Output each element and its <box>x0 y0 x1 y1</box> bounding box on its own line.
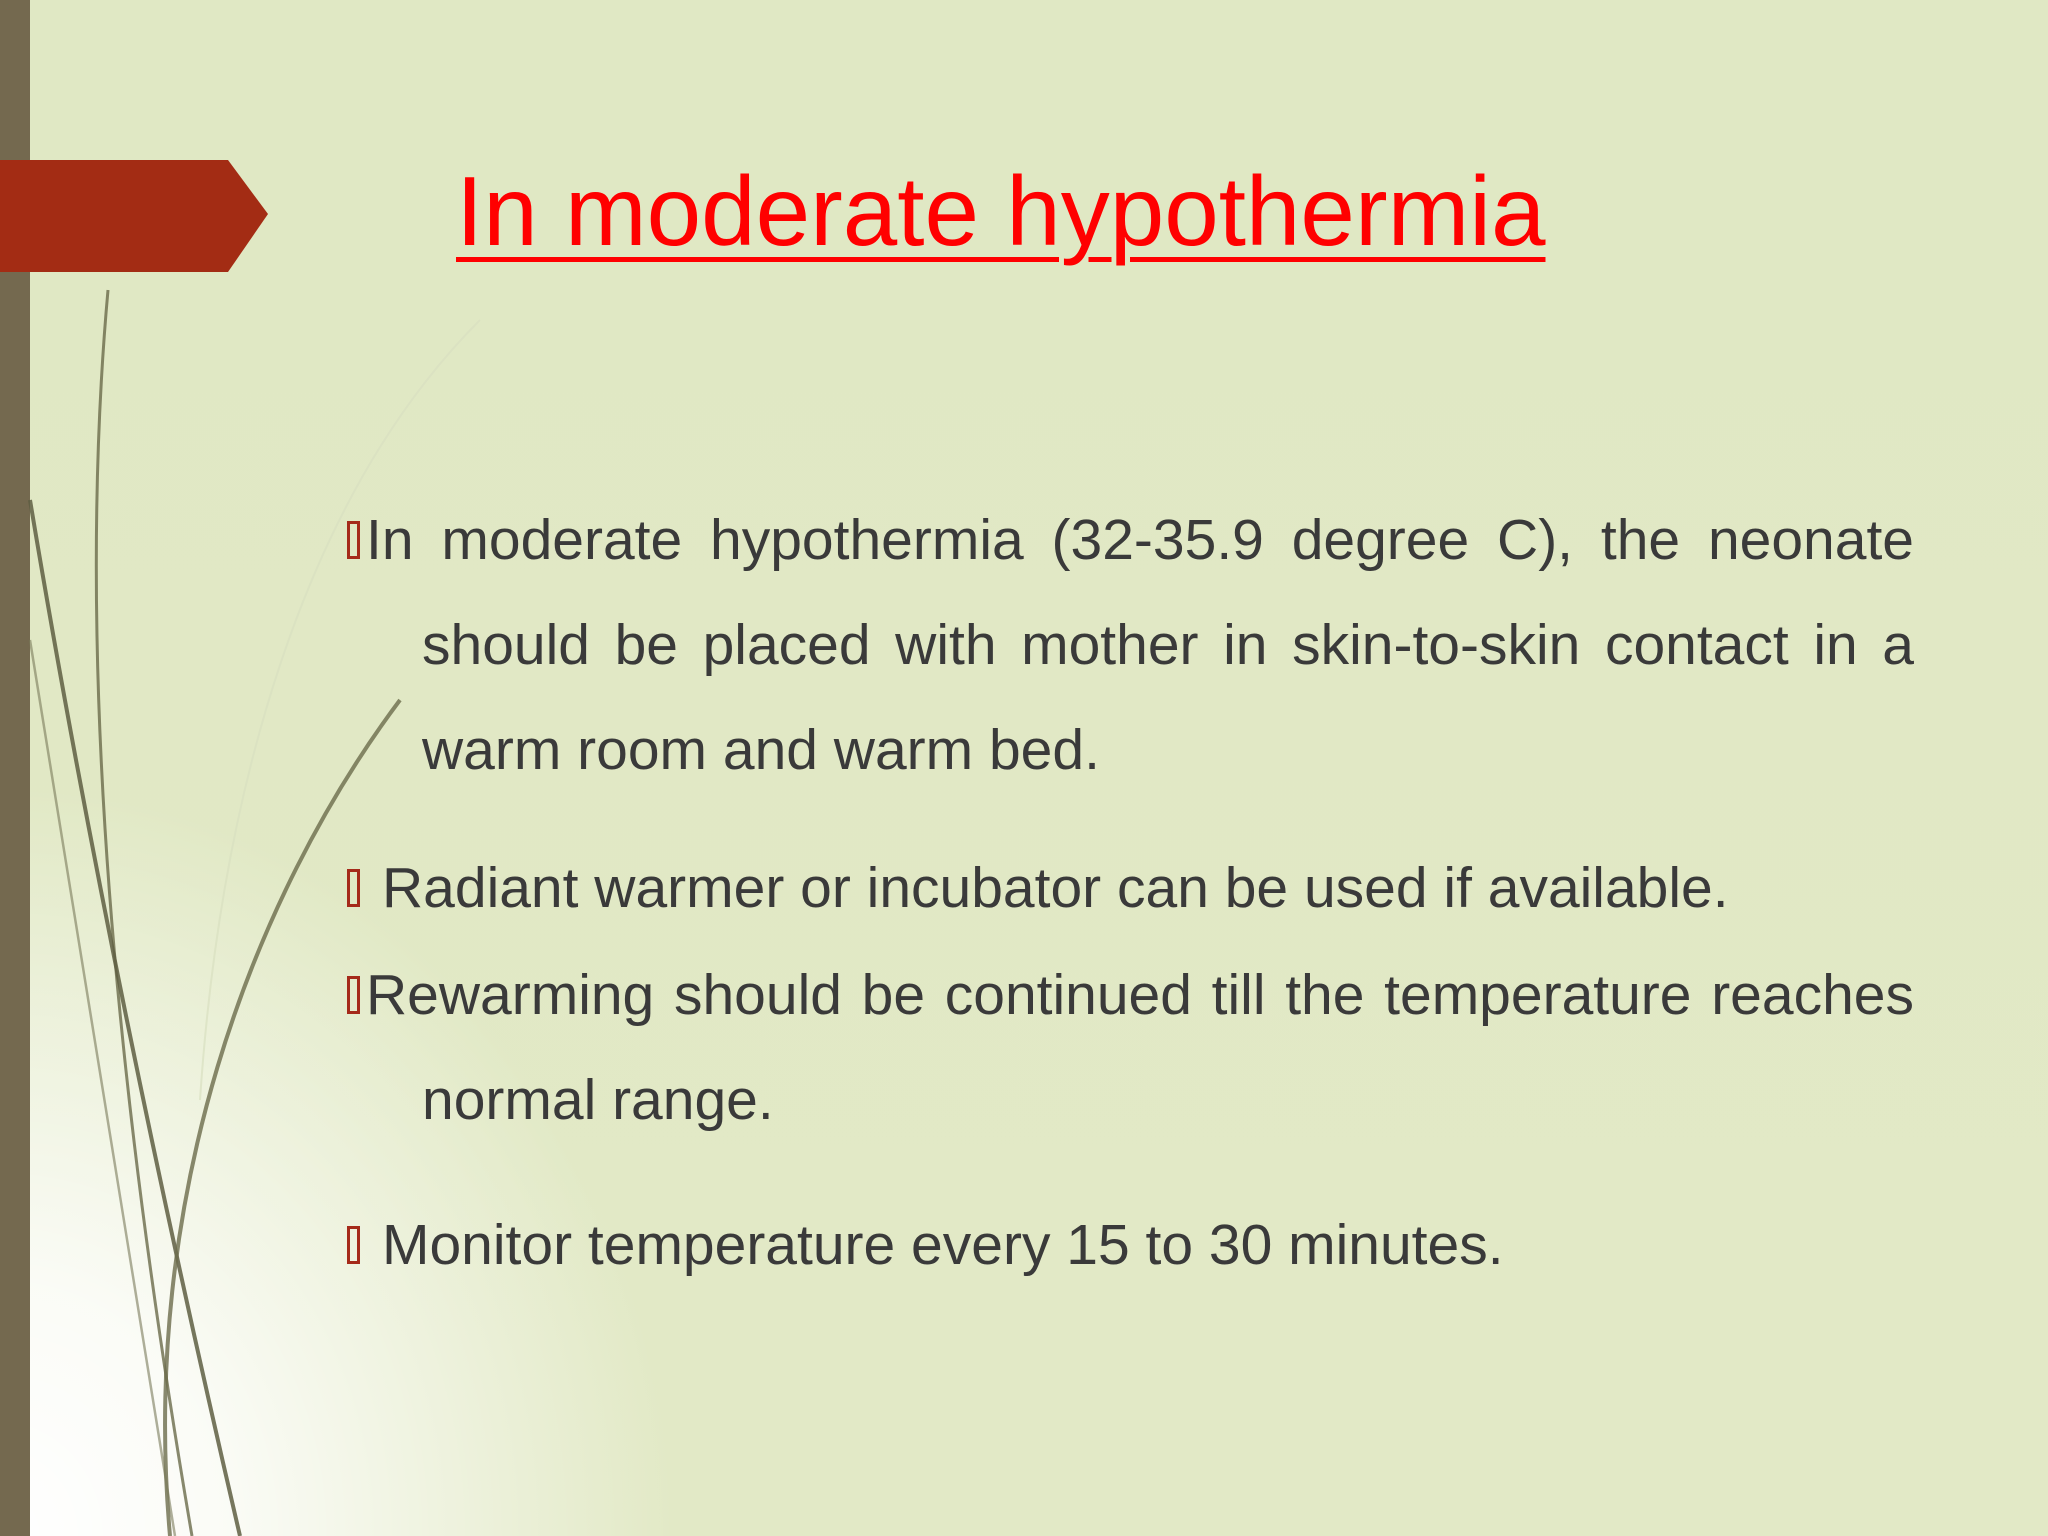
slide-title: In moderate hypothermia <box>456 156 1546 266</box>
hollow-rectangle-bullet-icon <box>347 521 360 559</box>
list-item <box>342 843 1914 933</box>
bullet-text-rest: neonate should be placed with mother in skin-to-skin contact in a warm room and warm bed. <box>422 508 1914 782</box>
list-item <box>342 1193 1914 1298</box>
bullet-text-lead: Radiant warmer or incubator can be used if available. <box>382 856 1729 920</box>
bullet-text-rest: reaches normal range. <box>422 963 1914 1132</box>
hollow-rectangle-bullet-icon <box>347 976 360 1014</box>
header-arrow-shape <box>0 160 268 272</box>
hollow-rectangle-bullet-icon <box>347 869 360 907</box>
bullet-text-lead: Rewarming should be continued till the temperature <box>366 963 1712 1027</box>
list-item <box>342 943 1914 1153</box>
bullet-text-lead: In moderate hypothermia (32-35.9 degree C), the <box>366 508 1708 572</box>
bullet-list <box>342 488 1914 1298</box>
list-item <box>342 488 1914 803</box>
bullet-text-lead: Monitor temperature every 15 to 30 minutes. <box>382 1213 1504 1277</box>
swoosh-line-2 <box>30 500 240 1536</box>
hollow-rectangle-bullet-icon <box>347 1226 360 1264</box>
